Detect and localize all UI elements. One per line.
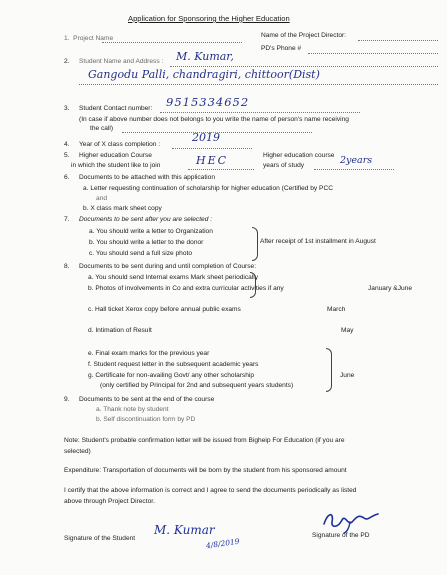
during-efg-when: June — [340, 372, 355, 379]
attach-heading: Documents to be attached with this application — [79, 174, 215, 181]
course-label-2: in which the student like to join — [71, 162, 161, 169]
attach-b: b. X class mark sheet copy — [83, 205, 162, 212]
student-name-label: Student Name and Address : — [79, 58, 164, 65]
xclass-line — [172, 148, 252, 149]
years-label-1: Higher education course — [263, 152, 335, 159]
pd-signature-mark — [318, 508, 388, 534]
sent-a: a. You should write a letter to Organization — [89, 228, 213, 235]
certify-line-2: above through Project Director. — [64, 498, 155, 505]
contact-line — [160, 112, 360, 113]
student-signature: M. Kumar — [154, 523, 215, 537]
expenditure-text: Expenditure: Transportation of documents will be born by the student from his sponsored amount — [64, 467, 347, 474]
during-d: d. Intimation of Result — [88, 327, 152, 334]
sent-b: b. You should write a letter to the donor — [89, 239, 204, 246]
during-a: a. You should send Internal exams Mark sheet periodically — [88, 274, 259, 281]
contact-note-1: (In case if above number does not belongs to you write the name of person's name receiving — [79, 116, 349, 123]
project-director-label: Name of the Project Director: — [261, 32, 347, 39]
student-address-line — [79, 84, 438, 85]
during-e: e. Final exam marks for the previous year — [88, 350, 210, 357]
item-5-number: 5. — [64, 152, 70, 159]
during-c: c. Hall ticket Xerox copy before annual public exams — [88, 306, 241, 313]
sent-heading: Documents to be sent after you are selected : — [79, 216, 213, 223]
item-4-number: 4. — [64, 141, 70, 148]
sent-note: After receipt of 1st installment in August — [260, 238, 376, 245]
project-name-line — [102, 42, 242, 43]
note-line-1: Note: Student's probable confirmation letter will be issued from Bigheip For Education (if you are — [64, 437, 345, 444]
contact-note-2: the call) — [90, 125, 114, 132]
during-f: f. Student request letter in the subsequent academic years — [88, 361, 259, 368]
during-g2: (only certified by Principal for 2nd and subsequent years students) — [100, 382, 294, 389]
attach-a2: and — [96, 195, 108, 202]
end-a: a. Thank note by student — [96, 406, 169, 413]
xclass-value: 2019 — [192, 131, 220, 144]
during-d-when: May — [341, 327, 354, 334]
student-name-value: M. Kumar, — [176, 50, 234, 63]
item-8-number: 8. — [64, 263, 70, 270]
years-line — [314, 169, 394, 170]
end-heading: Documents to be sent at the end of the course — [79, 396, 215, 403]
student-name-line — [170, 66, 438, 67]
pd-phone-line — [308, 53, 438, 54]
pd-phone-label: PD's Phone # — [261, 45, 302, 52]
project-director-line — [358, 40, 438, 41]
course-line — [188, 169, 254, 170]
certify-line-1: I certify that the above information is correct and I agree to send the documents periodically as listed — [64, 487, 357, 494]
note-line-2: selected) — [64, 448, 91, 455]
course-label-1: Higher education Course — [79, 152, 152, 159]
during-b-when: January &June — [368, 285, 412, 292]
years-value: 2years — [340, 155, 373, 166]
during-g: g. Certificate for non-availing Govt/ any other scholarship — [88, 372, 255, 379]
end-b: b. Self discontinuation form by PD — [96, 416, 196, 423]
student-signature-label: Signature of the Student — [64, 535, 136, 542]
student-signature-date: 4/8/2019 — [205, 536, 241, 551]
course-value: HEC — [196, 154, 229, 167]
contact-value: 9515334652 — [166, 95, 250, 109]
during-heading: Documents to be sent during and until completion of Course: — [79, 263, 257, 270]
contact-label: Student Contact number: — [79, 105, 153, 112]
sent-c: c. You should send a full size photo — [89, 250, 193, 257]
during-efg-bracket — [326, 348, 332, 392]
during-b: b. Photos of involvements in Co and extra curricular activities if any — [88, 285, 284, 292]
form-title: Application for Sponsoring the Higher Education — [128, 14, 290, 23]
item-6-number: 6. — [64, 174, 70, 181]
years-label-2: years of study — [263, 162, 305, 169]
item-3-number: 3. — [64, 105, 70, 112]
student-address-value: Gangodu Palli, chandragiri, chittoor(Dist) — [88, 68, 320, 81]
sent-bracket — [252, 227, 258, 261]
xclass-label: Year of X class completion : — [79, 141, 161, 148]
pd-signature-label: Signature of the PD — [312, 532, 370, 539]
item-9-number: 9. — [64, 396, 70, 403]
during-c-when: March — [327, 306, 346, 313]
project-name-label: 1. Project Name — [64, 35, 114, 42]
item-7-number: 7. — [64, 216, 70, 223]
attach-a: a. Letter requesting continuation of scholarship for higher education (Certified by PCC — [83, 185, 333, 192]
item-2-number: 2. — [64, 58, 70, 65]
during-ab-bracket — [250, 272, 256, 298]
